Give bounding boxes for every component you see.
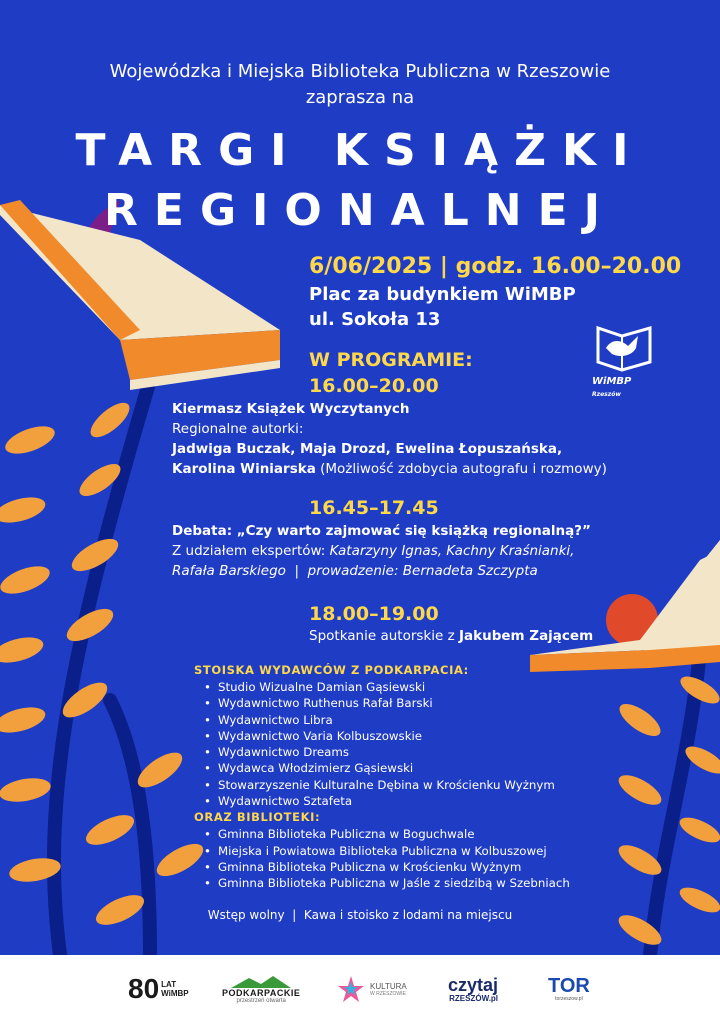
program-block-1 (172, 399, 712, 479)
publishers-heading: STOISKA WYDAWCÓW Z PODKARPACIA: (194, 663, 469, 677)
tor-logo (548, 969, 590, 1009)
moderator-name: : Bernadeta Szczypta (393, 563, 538, 579)
experts-label: Z udziałem ekspertów: (172, 543, 330, 559)
list-item: • Gminna Biblioteka Publiczna w Krościenku Wyżnym (204, 859, 594, 875)
invite-line: zaprasza na (305, 87, 415, 108)
podkarpackie-name: PODKARPACKIE (222, 988, 301, 998)
debate-title: Debata: „Czy warto zajmować się książką regionalną?” (172, 523, 591, 539)
organizer-line: Wojewódzka i Miejska Biblioteka Publiczna w Rzeszowie (109, 61, 611, 82)
pegasus-book-icon (592, 318, 656, 378)
sponsor-logo-bar (0, 955, 720, 1019)
list-item: • Miejska i Powiatowa Biblioteka Publiczna w Kolbuszowej (204, 843, 594, 859)
fair-title: Kiermasz Książek Wyczytanych (172, 401, 410, 417)
kultura-name: KULTURA (370, 981, 407, 991)
experts-line2: Rafała Barskiego (172, 563, 286, 579)
separator: | (285, 563, 308, 579)
wimbp-logo (592, 318, 656, 398)
meeting-author: Jakubem Zającem (458, 628, 594, 644)
event-place: Plac za budynkiem WiMBP (309, 284, 576, 305)
event-title-line2: REGIONALNEJ (104, 185, 616, 236)
experts-line1: Katarzyny Ignas, Kachny Kraśnianki, (329, 543, 575, 559)
list-item: • Gminna Biblioteka Publiczna w Boguchwale (204, 826, 594, 842)
event-address: ul. Sokoła 13 (309, 309, 441, 330)
list-item: • Wydawca Włodzimierz Gąsiewski (204, 760, 594, 776)
program-time-1: 16.00–20.00 (309, 375, 439, 397)
kultura-logo (336, 969, 407, 1009)
authors-line2: Karolina Winiarska (172, 461, 316, 477)
publishers-section (194, 662, 594, 892)
czytaj-sub: RZESZÓW.pl (449, 993, 499, 1003)
czytaj-logo (448, 969, 498, 1009)
mountains-icon (231, 974, 291, 988)
kultura-sub: W RZESZOWIE (370, 990, 406, 997)
list-item: • Gminna Biblioteka Publiczna w Jaśle z siedzibą w Szebniach (204, 875, 594, 891)
kultura-star-icon (336, 974, 366, 1004)
wimbp-logo-city: Rzeszów (592, 391, 621, 398)
tor-name: TOR (548, 975, 590, 997)
lat80-sub: WiMBP (161, 989, 189, 998)
publishers-list (204, 679, 594, 809)
tor-sub: torzeszow.pl (555, 996, 583, 1002)
footer-info: Wstęp wolny | Kawa i stoisko z lodami na miejscu (207, 908, 513, 922)
moderator-label: prowadzenie (307, 563, 394, 579)
libraries-list (204, 826, 594, 891)
lat80-number: 80 (128, 973, 160, 1004)
list-item: • Wydawnictwo Varia Kolbuszowskie (204, 728, 594, 744)
list-item: • Wydawnictwo Dreams (204, 744, 594, 760)
list-item: • Wydawnictwo Libra (204, 712, 594, 728)
lat80-logo (128, 969, 189, 1009)
program-block-3 (309, 626, 609, 646)
podkarpackie-sub: przestrzeń otwarta (236, 998, 286, 1004)
program-heading: W PROGRAMIE: (309, 349, 473, 371)
authors-line1: Jadwiga Buczak, Maja Drozd, Ewelina Łopuszańska, (172, 441, 563, 457)
libraries-heading: ORAZ BIBLIOTEKI: (194, 810, 321, 825)
lat80-word: LAT (161, 980, 177, 989)
wimbp-logo-text: WiMBP (592, 376, 632, 387)
program-time-3: 18.00–19.00 (309, 603, 439, 625)
podkarpackie-logo (222, 969, 300, 1009)
list-item: • Studio Wizualne Damian Gąsiewski (204, 679, 594, 695)
authors-note: (Możliwość zdobycia autografu i rozmowy) (315, 461, 607, 477)
authors-label: Regionalne autorki: (172, 421, 304, 437)
program-time-2: 16.45–17.45 (309, 497, 439, 519)
left-plant-decoration (54, 380, 150, 955)
event-date-time: 6/06/2025 | godz. 16.00–20.00 (309, 254, 682, 279)
event-title-line1: TARGI KSIĄŻKI (75, 125, 645, 176)
meeting-text: Spotkanie autorskie z (309, 628, 459, 644)
list-item: • Wydawnictwo Sztafeta (204, 793, 594, 809)
list-item: • Wydawnictwo Ruthenus Rafał Barski (204, 695, 594, 711)
list-item: • Stowarzyszenie Kulturalne Dębina w Krościenku Wyżnym (204, 777, 594, 793)
czytaj-name: czytaj (448, 974, 499, 995)
program-block-2 (172, 521, 692, 581)
